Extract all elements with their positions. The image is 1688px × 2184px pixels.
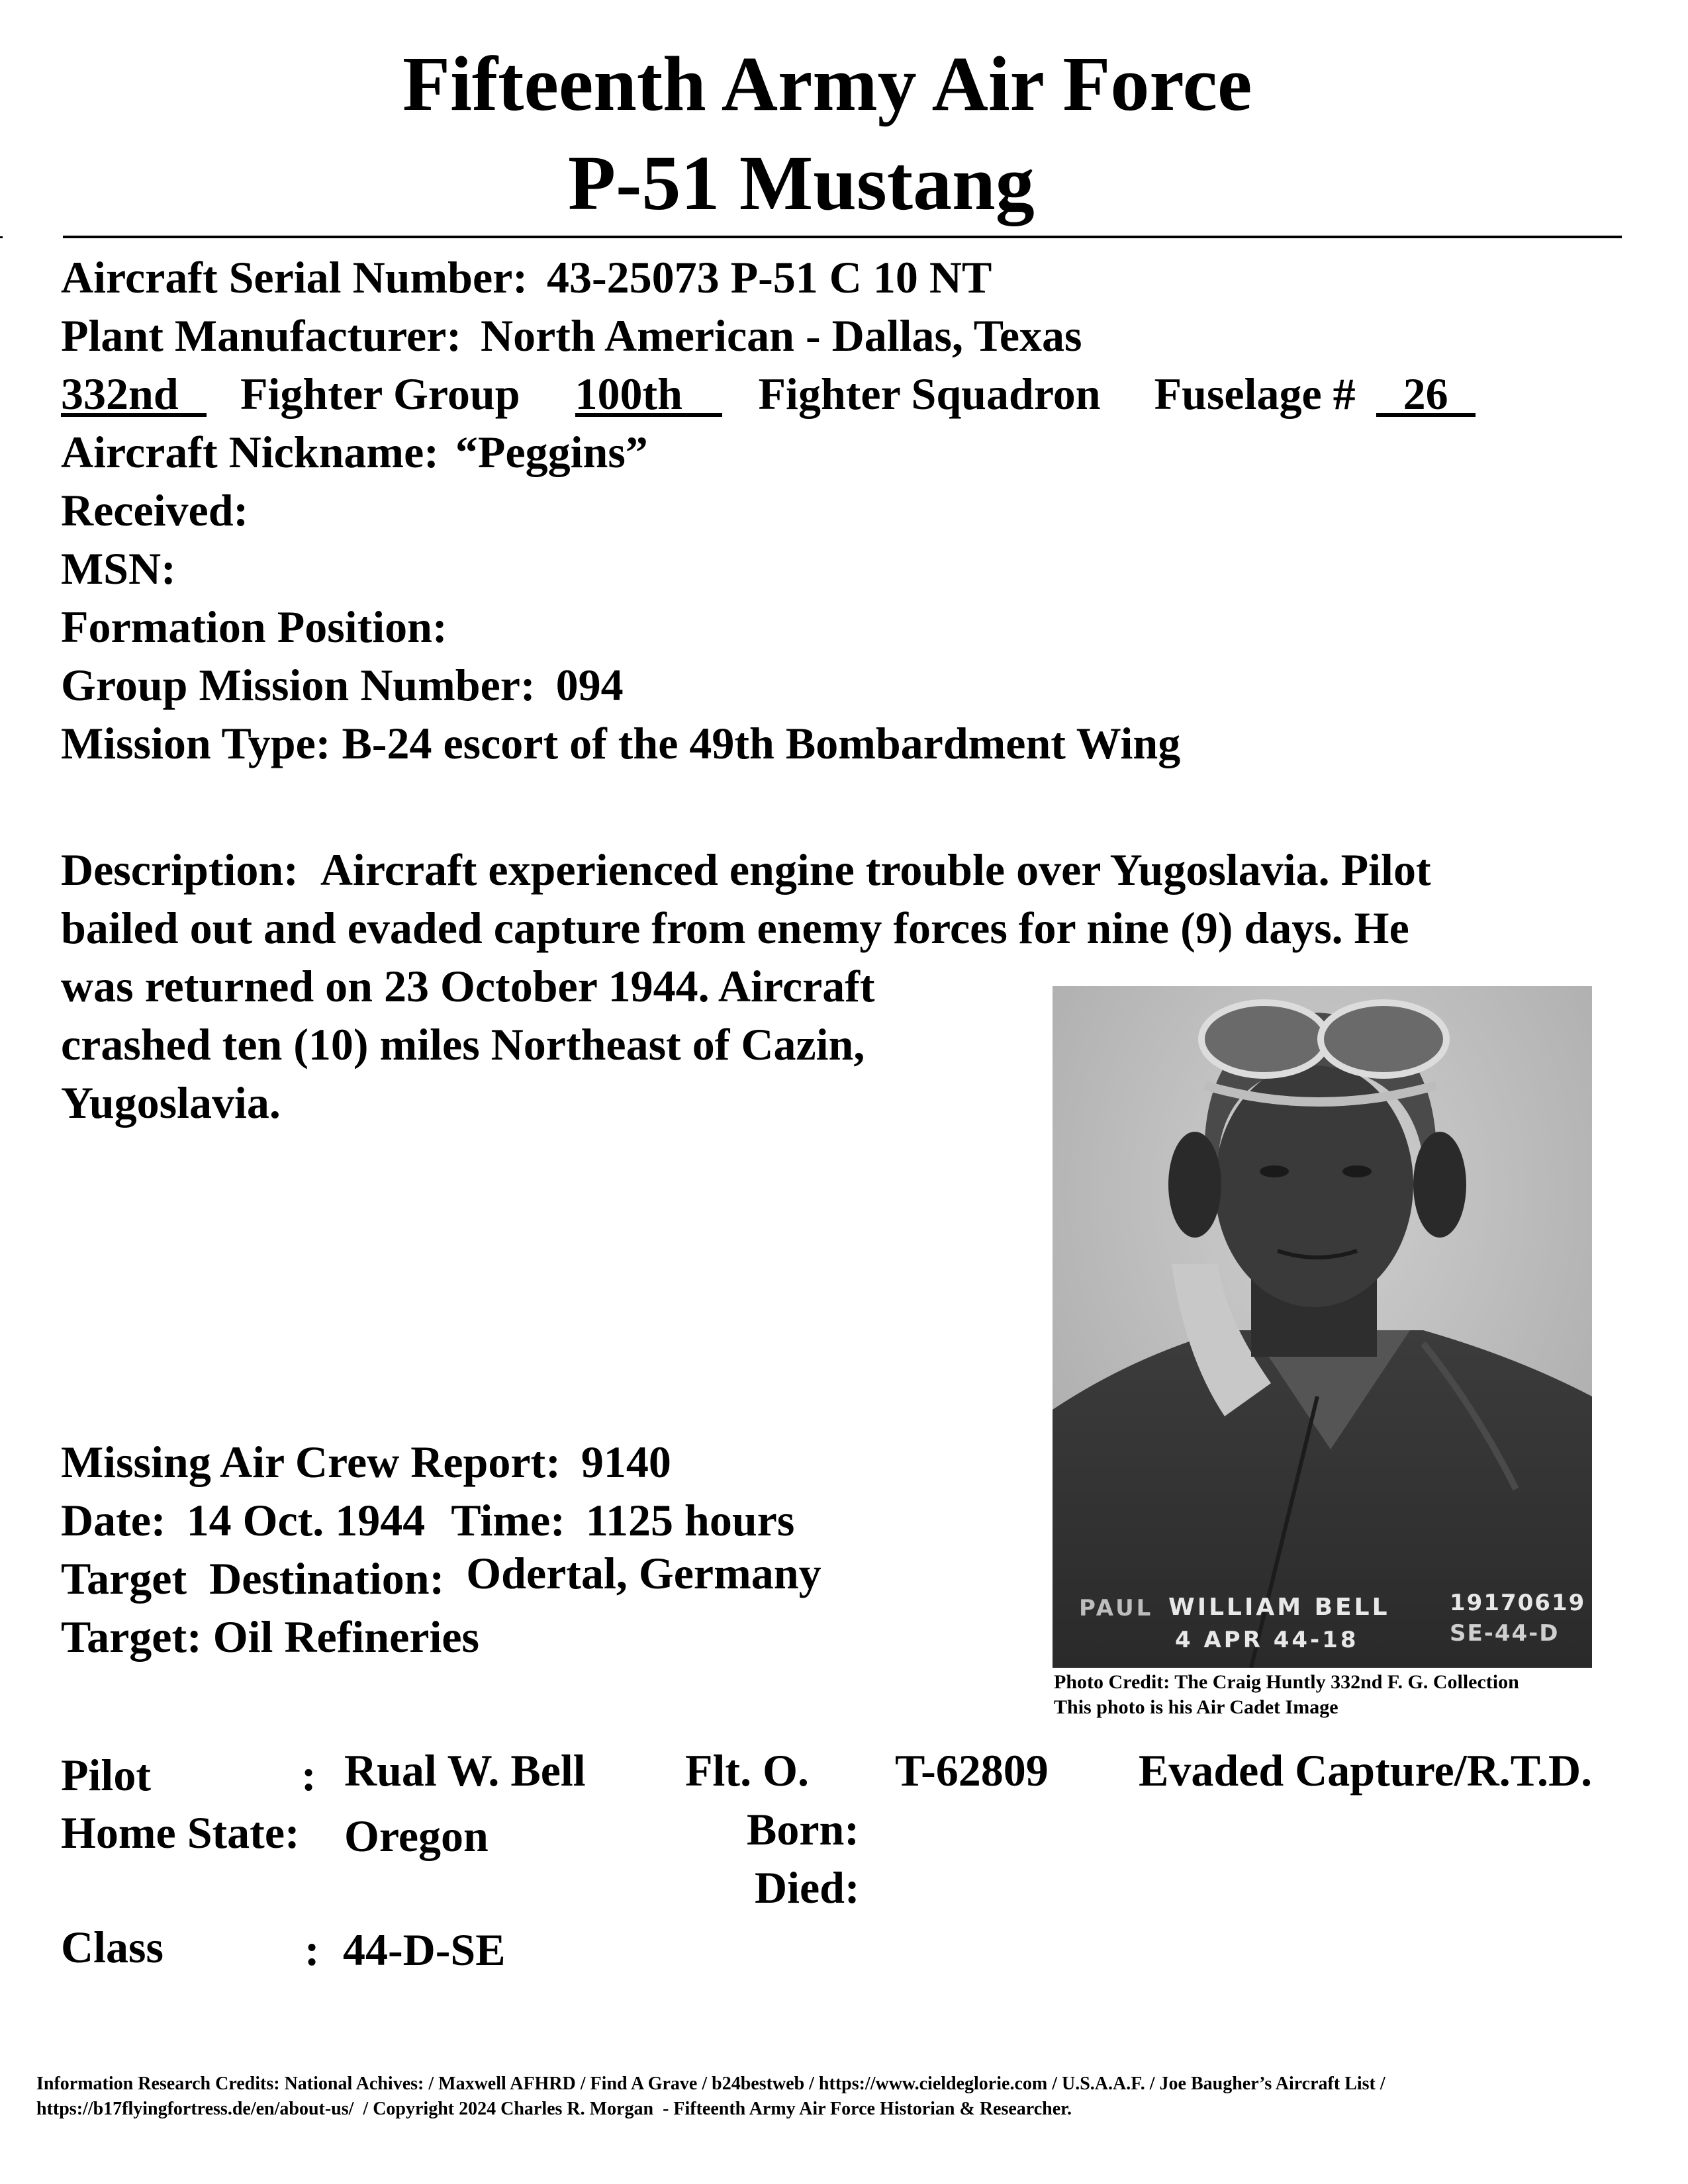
date-label: Date: [61,1495,166,1545]
group-mission-label: Group Mission Number: [61,660,536,710]
time-label: Time: [451,1495,565,1545]
date-time-row [61,1495,795,1545]
description-line1 [61,844,1431,895]
page-title-line2: P-51 Mustang [568,140,1035,226]
description-line5: Yugoslavia. [61,1077,281,1128]
squadron-value: 100th [575,375,722,417]
photo-overlay-date: 4 APR 44-18 [1175,1627,1359,1653]
received-label: Received: [61,485,249,535]
pilot-photo [1053,986,1592,1668]
macr-label: Missing Air Crew Report: [61,1437,561,1487]
msn-label: MSN: [61,543,176,594]
target-value: Oil Refineries [212,1612,479,1662]
footer-credits-line1: Information Research Credits: National Achives: / Maxwell AFHRD / Find A Grave / b24bestweb / https://www.cieldeglorie.com / U.S.A.A.F. / Joe Baugher’s Aircraft List / [36,2073,1385,2094]
margin-tick [0,236,3,238]
photo-overlay-number: 19170619 [1450,1590,1586,1616]
class-colon: : [305,1925,320,1975]
footer-credits-line2: https://b17flyingfortress.de/en/about-us/ / Copyright 2024 Charles R. Morgan - Fifteenth Army Air Force Historian & Researcher. [36,2099,1072,2119]
photo-overlay-class: SE-44-D [1450,1620,1560,1647]
description-line4: crashed ten (10) miles Northeast of Cazin, [61,1019,865,1069]
mission-type-row [61,718,1181,768]
description-line3: was returned on 23 October 1944. Aircraft [61,961,875,1011]
photo-overlay-name-first: PAUL [1079,1595,1154,1621]
macr-row [61,1437,671,1487]
page-title-line1: Fifteenth Army Air Force [402,40,1252,127]
target-row [61,1612,479,1662]
mission-type-value: B-24 escort of the 49th Bombardment Wing [342,718,1181,768]
pilot-label: Pilot [61,1750,151,1800]
photo-overlay-name: WILLIAM BELL [1168,1594,1390,1621]
manufacturer-value: North American - Dallas, Texas [480,310,1082,361]
class-value: 44-D-SE [343,1925,506,1975]
manufacturer-row [61,310,1082,361]
formation-position-label: Formation Position: [61,602,447,652]
mission-type-label: Mission Type: [61,718,331,768]
pilot-rank: Flt. O. [685,1745,809,1796]
destination-value: Odertal, Germany [466,1548,821,1598]
serial-number-row [61,252,992,302]
header-divider [63,236,1622,238]
died-label: Died: [755,1862,860,1913]
fuselage-label: Fuselage # [1154,369,1356,419]
description-line2: bailed out and evaded capture from enemy forces for nine (9) days. He [61,903,1409,953]
description-label: Description: [61,844,299,895]
nickname-value: “Peggins” [455,427,648,477]
target-label: Target: [61,1612,202,1662]
group-label: Fighter Group [240,369,520,419]
destination-label: Target Destination: [61,1553,445,1604]
home-state-label: Home State: [61,1807,300,1858]
pilot-status: Evaded Capture/R.T.D. [1139,1745,1593,1796]
group-value: 332nd [61,375,207,417]
home-state-value: Oregon [344,1811,489,1861]
manufacturer-label: Plant Manufacturer: [61,310,461,361]
pilot-colon: : [301,1750,316,1800]
serial-number-value: 43-25073 P-51 C 10 NT [546,252,992,302]
unit-row [61,371,1476,417]
pilot-name: Rual W. Bell [344,1745,586,1796]
description-text-1: Aircraft experienced engine trouble over Yugoslavia. Pilot [320,844,1431,895]
photo-credit: Photo Credit: The Craig Huntly 332nd F. G. Collection [1054,1671,1519,1693]
date-value: 14 Oct. 1944 [186,1495,426,1545]
squadron-label: Fighter Squadron [758,369,1101,419]
class-label: Class [61,1922,164,1972]
group-mission-value: 094 [555,660,624,710]
group-mission-row [61,660,624,710]
nickname-row [61,427,648,477]
time-value: 1125 hours [585,1495,795,1545]
nickname-label: Aircraft Nickname: [61,427,439,477]
pilot-serial: T-62809 [895,1745,1049,1796]
pilot-portrait-image [1053,986,1592,1668]
serial-number-label: Aircraft Serial Number: [61,252,528,302]
photo-caption: This photo is his Air Cadet Image [1054,1696,1338,1718]
macr-value: 9140 [581,1437,671,1487]
fuselage-value: 26 [1376,375,1476,417]
destination-row [61,1548,821,1604]
born-label: Born: [747,1804,859,1854]
